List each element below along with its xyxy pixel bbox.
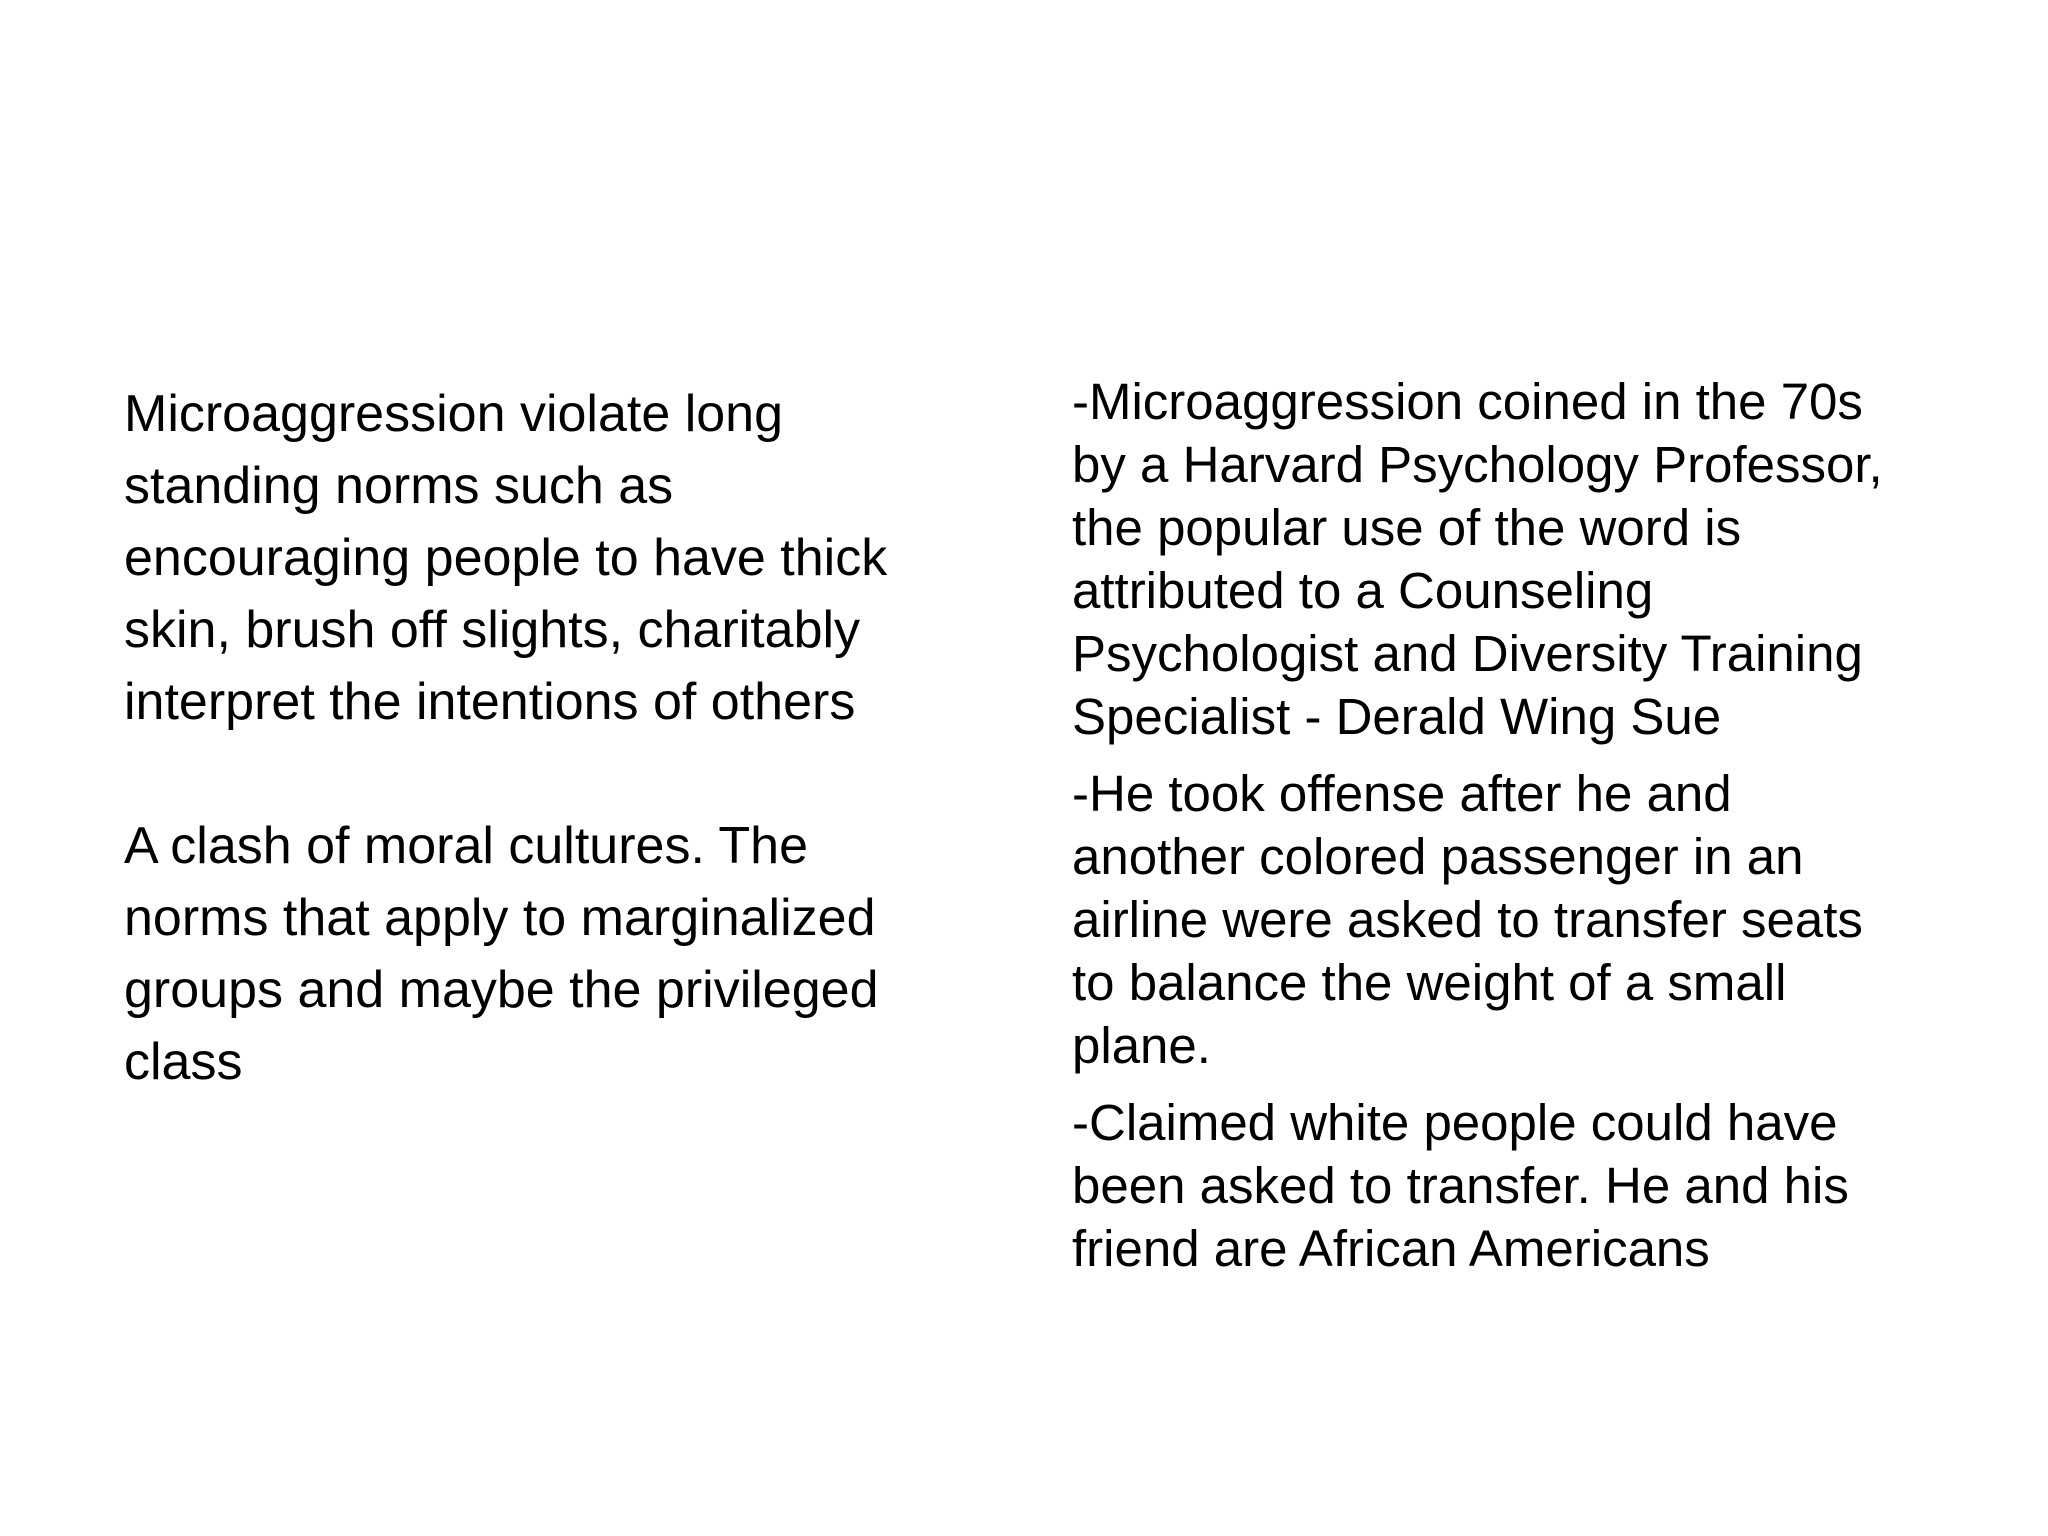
right-paragraph-offense: -He took offense after he and another colored passenger in an airline were asked to transfer seats to balance the weight of a small plane.	[1072, 765, 1863, 1074]
right-paragraph-claim: -Claimed white people could have been asked to transfer. He and his friend are African Americans	[1072, 1094, 1849, 1277]
right-paragraph-origin: -Microaggression coined in the 70s by a Harvard Psychology Professor, the popular use of the word is attributed to a Counseling Psychologist and Diversity Training Specialist - Derald Wing Sue	[1072, 373, 1883, 745]
left-text-column	[124, 378, 954, 1098]
left-paragraph-moral-cultures: A clash of moral cultures. The norms that apply to marginalized groups and maybe the privileged class	[124, 817, 879, 1091]
right-text-column	[1072, 370, 1932, 1280]
left-paragraph-norms: Microaggression violate long standing norms such as encouraging people to have thick skin, brush off slights, charitably interpret the intentions of others	[124, 385, 888, 731]
